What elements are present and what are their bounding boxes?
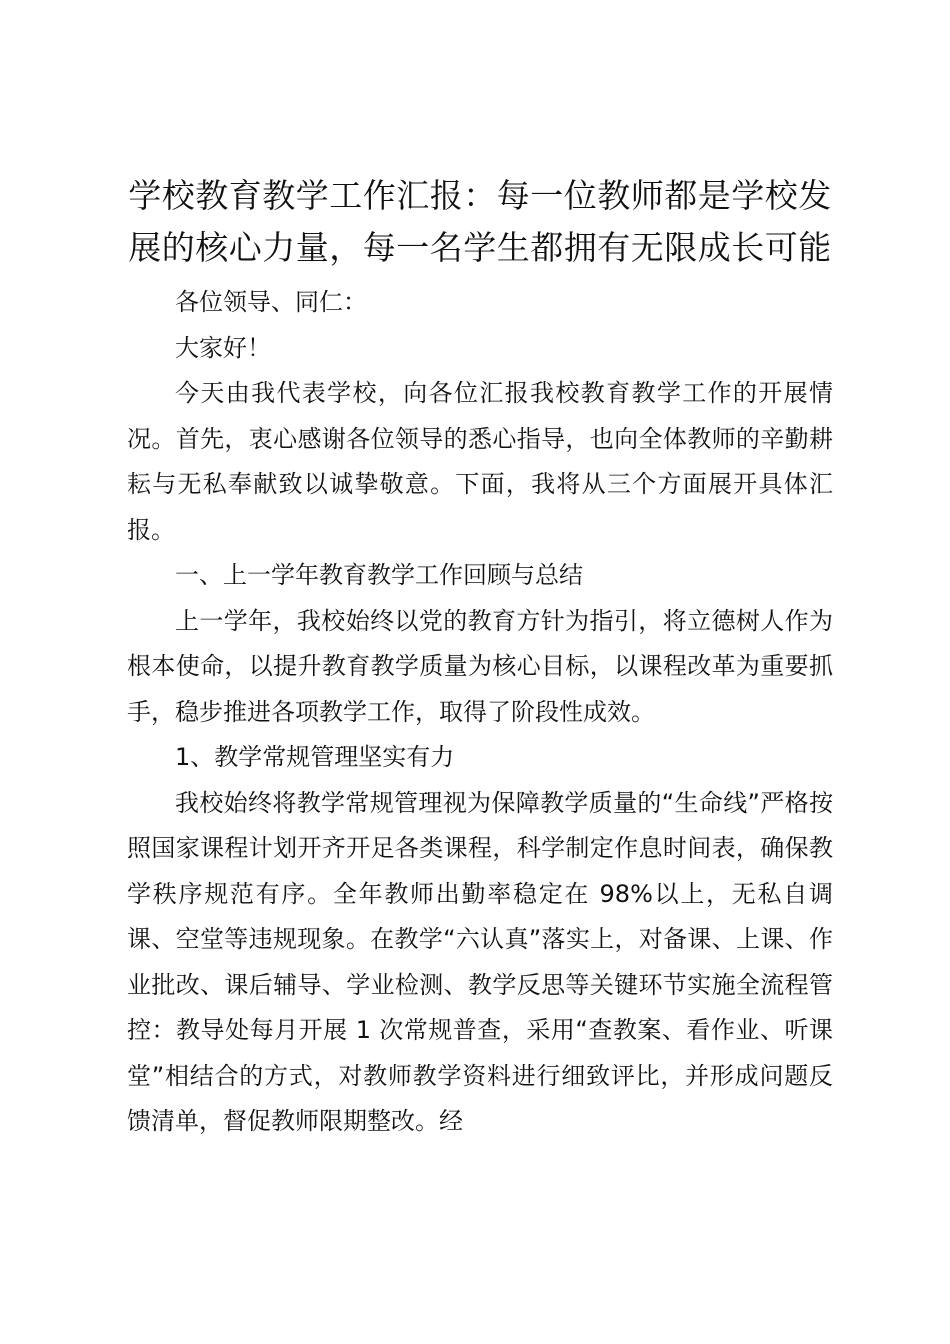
section-heading-1: 一、上一学年教育教学工作回顾与总结 (175, 561, 583, 589)
intro-paragraph: 今天由我代表学校，向各位汇报我校教育教学工作的开展情况。首先，衷心感谢各位领导的悉心指导，也向全体教师的辛勤耕耘与无私奉献致以诚挚敬意。下面，我将从三个方面展开具体汇报。 (127, 379, 833, 544)
subsection-heading-1: 1、教学常规管理坚实有力 (175, 743, 455, 771)
subsection-1-paragraph: 我校始终将教学常规管理视为保障教学质量的“生命线”严格按照国家课程计划开齐开足各类课程，科学制定作息时间表，确保教学秩序规范有序。全年教师出勤率稳定在 98%以上，无私自调课、空堂等违规现象。在教学“六认真”落实上，对备课、上课、作业批改、课后辅导、学业检测、教学反思等关键环节实施全流程管控：教导处每月开展 1 次常规普查，采用“查教案、看作业、听课堂”相结合的方式，对教师教学资料进行细致评比，并形成问题反馈清单，督促教师限期整改。经 (127, 788, 833, 1135)
document-page (127, 170, 833, 1145)
section-1-paragraph: 上一学年，我校始终以党的教育方针为指引，将立德树人作为根本使命，以提升教育教学质量为核心目标，以课程改革为重要抓手，稳步推进各项教学工作，取得了阶段性成效。 (127, 606, 833, 726)
greeting: 大家好！ (175, 333, 271, 362)
document-title: 学校教育教学工作汇报：每一位教师都是学校发展的核心力量，每一名学生都拥有无限成长可能 (128, 176, 832, 267)
salutation: 各位领导、同仁： (175, 288, 367, 316)
